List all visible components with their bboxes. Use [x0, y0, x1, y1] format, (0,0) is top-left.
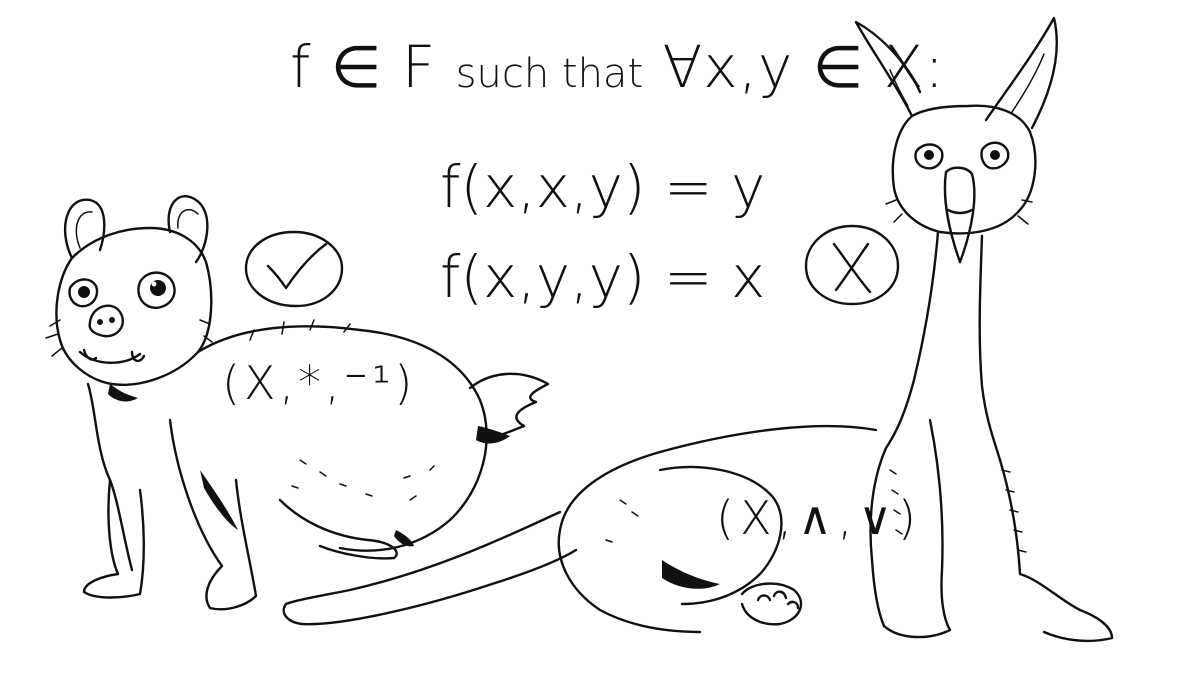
creature-neck	[886, 232, 938, 448]
formula-header	[290, 33, 945, 101]
long-neck-creature-drawing	[284, 18, 1112, 641]
rodent-left-ear	[65, 200, 104, 258]
rodent-label: (X,*,⁻¹)	[222, 356, 417, 410]
checkmark-circle-icon	[246, 232, 342, 306]
header-forall-clause: ∀x,y ∈ X:	[662, 33, 945, 101]
creature-hind-paw	[742, 584, 801, 625]
equation-2: f(x,y,y) = x	[440, 243, 766, 311]
x-circle-icon	[806, 226, 898, 304]
creature-label: (X,∧,∨)	[716, 491, 922, 545]
rodent-nose	[90, 306, 123, 337]
creature-right-ear	[986, 18, 1057, 128]
rodent-front-leg-2	[170, 420, 256, 609]
header-f: f	[290, 33, 312, 101]
creature-front-paw	[1000, 460, 1112, 641]
header-F: F	[401, 33, 437, 101]
rodent-front-leg	[84, 480, 144, 598]
header-such-that: such that	[455, 51, 644, 97]
creature-beak	[945, 168, 974, 262]
header-element-of: ∈	[330, 33, 383, 101]
creature-tail	[284, 512, 576, 624]
equation-1: f(x,x,y) = y	[440, 153, 766, 221]
